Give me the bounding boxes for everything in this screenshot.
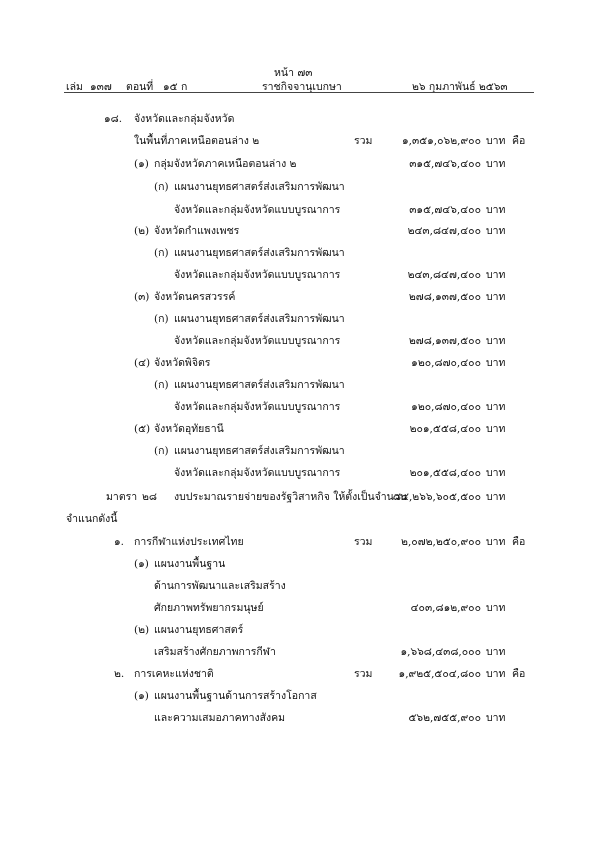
section-18-total-label: รวม — [354, 135, 373, 147]
item-name: กลุ่มจังหวัดภาคเหนือตอนล่าง ๒ — [154, 158, 297, 170]
org2-name: การเคหะแห่งชาติ — [134, 668, 214, 680]
plan-amount: ๒๗๘,๑๓๗,๕๐๐ — [408, 335, 481, 347]
plan-line2: จังหวัดและกลุ่มจังหวัดแบบบูรณาการ — [174, 467, 341, 479]
plan-amount: ๒๔๓,๘๔๗,๔๐๐ — [407, 269, 481, 281]
org1-total-label: รวม — [354, 536, 373, 548]
org1-plan1-amount: ๔๐๓,๘๑๒,๙๐๐ — [410, 602, 481, 614]
org2-ko: คือ — [512, 668, 526, 680]
article-text: งบประมาณรายจ่ายของรัฐวิสาหกิจ ให้ตั้งเป็นจำนวน — [174, 491, 407, 503]
section-18-unit: บาท — [486, 135, 506, 147]
article-amount: ๘๔,๒๖๖,๖๐๕,๕๐๐ — [392, 491, 481, 503]
plan-unit: บาท — [486, 269, 506, 281]
org2-plan1-amount: ๕๖๒,๗๕๕,๙๐๐ — [408, 712, 481, 724]
org1-plan2-line2: เสริมสร้างศักยภาพการกีฬา — [154, 646, 276, 658]
plan-unit: บาท — [486, 335, 506, 347]
org1-ko: คือ — [512, 536, 526, 548]
item-unit: บาท — [486, 225, 506, 237]
item-number: (๒) — [134, 225, 150, 237]
item-number: (๑) — [134, 158, 149, 170]
plan-amount: ๑๒๐,๘๗๐,๔๐๐ — [411, 401, 481, 413]
item-unit: บาท — [486, 423, 506, 435]
org2-unit: บาท — [486, 668, 506, 680]
plan-line2: จังหวัดและกลุ่มจังหวัดแบบบูรณาการ — [174, 204, 341, 216]
volume-number: ๑๓๗ — [90, 81, 112, 93]
plan-amount: ๒๐๑,๕๕๘,๔๐๐ — [409, 467, 481, 479]
plan-unit: บาท — [486, 467, 506, 479]
org1-plan2-number: (๒) — [134, 624, 150, 636]
org1-plan2-line1: แผนงานยุทธศาสตร์ — [154, 624, 244, 636]
org2-plan1-line2: และความเสมอภาคทางสังคม — [154, 712, 286, 724]
plan-line1: แผนงานยุทธศาสตร์ส่งเสริมการพัฒนา — [174, 181, 345, 193]
article-number: ๒๘ — [142, 491, 158, 503]
item-unit: บาท — [486, 158, 506, 170]
org1-plan1-number: (๑) — [134, 558, 149, 570]
item-name: จังหวัดกำแพงเพชร — [154, 225, 240, 237]
page-number: หน้า ๗๓ — [274, 67, 313, 79]
org1-name: การกีฬาแห่งประเทศไทย — [134, 536, 244, 548]
org2-plan1-number: (๑) — [134, 690, 149, 702]
plan-unit: บาท — [486, 204, 506, 216]
plan-number: (ก) — [154, 313, 169, 325]
header-rule — [64, 92, 534, 93]
section-number: ๑๕ ก — [163, 81, 188, 93]
org1-plan1-unit: บาท — [486, 602, 506, 614]
item-amount: ๑๒๐,๘๗๐,๔๐๐ — [411, 357, 481, 369]
org1-plan2-amount: ๑,๖๖๘,๔๓๘,๐๐๐ — [400, 646, 481, 658]
section-18-subtitle: ในพื้นที่ภาคเหนือตอนล่าง ๒ — [134, 135, 260, 147]
org1-plan1-line1: แผนงานพื้นฐาน — [154, 558, 226, 570]
section-label: ตอนที่ — [126, 81, 154, 93]
org2-number: ๒. — [114, 668, 125, 680]
plan-line2: จังหวัดและกลุ่มจังหวัดแบบบูรณาการ — [174, 401, 341, 413]
volume-label: เล่ม — [66, 81, 83, 93]
gazette-date: ๒๖ กุมภาพันธ์ ๒๕๖๓ — [412, 81, 508, 93]
org1-total-amount: ๒,๐๗๒,๒๕๐,๙๐๐ — [401, 536, 481, 548]
gazette-name: ราชกิจจานุเบกษา — [262, 81, 342, 93]
plan-line2: จังหวัดและกลุ่มจังหวัดแบบบูรณาการ — [174, 269, 341, 281]
org1-number: ๑. — [114, 536, 125, 548]
org2-plan1-unit: บาท — [486, 712, 506, 724]
plan-amount: ๓๑๕,๗๔๖,๔๐๐ — [409, 204, 481, 216]
org1-plan1-line3: ศักยภาพทรัพยากรมนุษย์ — [154, 602, 264, 614]
org2-total-label: รวม — [354, 668, 373, 680]
item-name: จังหวัดพิจิตร — [154, 357, 211, 369]
plan-line1: แผนงานยุทธศาสตร์ส่งเสริมการพัฒนา — [174, 247, 345, 259]
item-name: จังหวัดอุทัยธานี — [154, 423, 224, 435]
org2-total-amount: ๑,๙๒๕,๕๐๔,๘๐๐ — [398, 668, 481, 680]
item-number: (๔) — [134, 357, 151, 369]
item-amount: ๒๐๑,๕๕๘,๔๐๐ — [409, 423, 481, 435]
item-unit: บาท — [486, 291, 506, 303]
item-number: (๓) — [134, 291, 150, 303]
plan-number: (ก) — [154, 445, 169, 457]
plan-line2: จังหวัดและกลุ่มจังหวัดแบบบูรณาการ — [174, 335, 341, 347]
plan-number: (ก) — [154, 379, 169, 391]
org1-unit: บาท — [486, 536, 506, 548]
item-number: (๕) — [134, 423, 151, 435]
article-label: มาตรา — [106, 491, 138, 503]
item-name: จังหวัดนครสวรรค์ — [154, 291, 236, 303]
plan-number: (ก) — [154, 247, 169, 259]
item-amount: ๒๗๘,๑๓๗,๕๐๐ — [408, 291, 481, 303]
article-unit: บาท — [486, 491, 506, 503]
item-unit: บาท — [486, 357, 506, 369]
item-amount: ๒๔๓,๘๔๗,๔๐๐ — [407, 225, 481, 237]
section-18-total-amount: ๑,๓๕๑,๐๖๒,๙๐๐ — [402, 135, 481, 147]
plan-line1: แผนงานยุทธศาสตร์ส่งเสริมการพัฒนา — [174, 379, 345, 391]
plan-line1: แผนงานยุทธศาสตร์ส่งเสริมการพัฒนา — [174, 445, 345, 457]
section-18-number: ๑๘. — [104, 113, 123, 125]
org1-plan1-line2: ด้านการพัฒนาและเสริมสร้าง — [154, 580, 286, 592]
org2-plan1-line1: แผนงานพื้นฐานด้านการสร้างโอกาส — [154, 690, 317, 702]
plan-line1: แผนงานยุทธศาสตร์ส่งเสริมการพัฒนา — [174, 313, 345, 325]
article-line2: จำแนกดังนี้ — [66, 513, 118, 525]
section-18-ko: คือ — [512, 135, 526, 147]
item-amount: ๓๑๕,๗๔๖,๔๐๐ — [409, 158, 481, 170]
section-18-title: จังหวัดและกลุ่มจังหวัด — [134, 113, 235, 125]
org1-plan2-unit: บาท — [486, 646, 506, 658]
plan-number: (ก) — [154, 181, 169, 193]
plan-unit: บาท — [486, 401, 506, 413]
